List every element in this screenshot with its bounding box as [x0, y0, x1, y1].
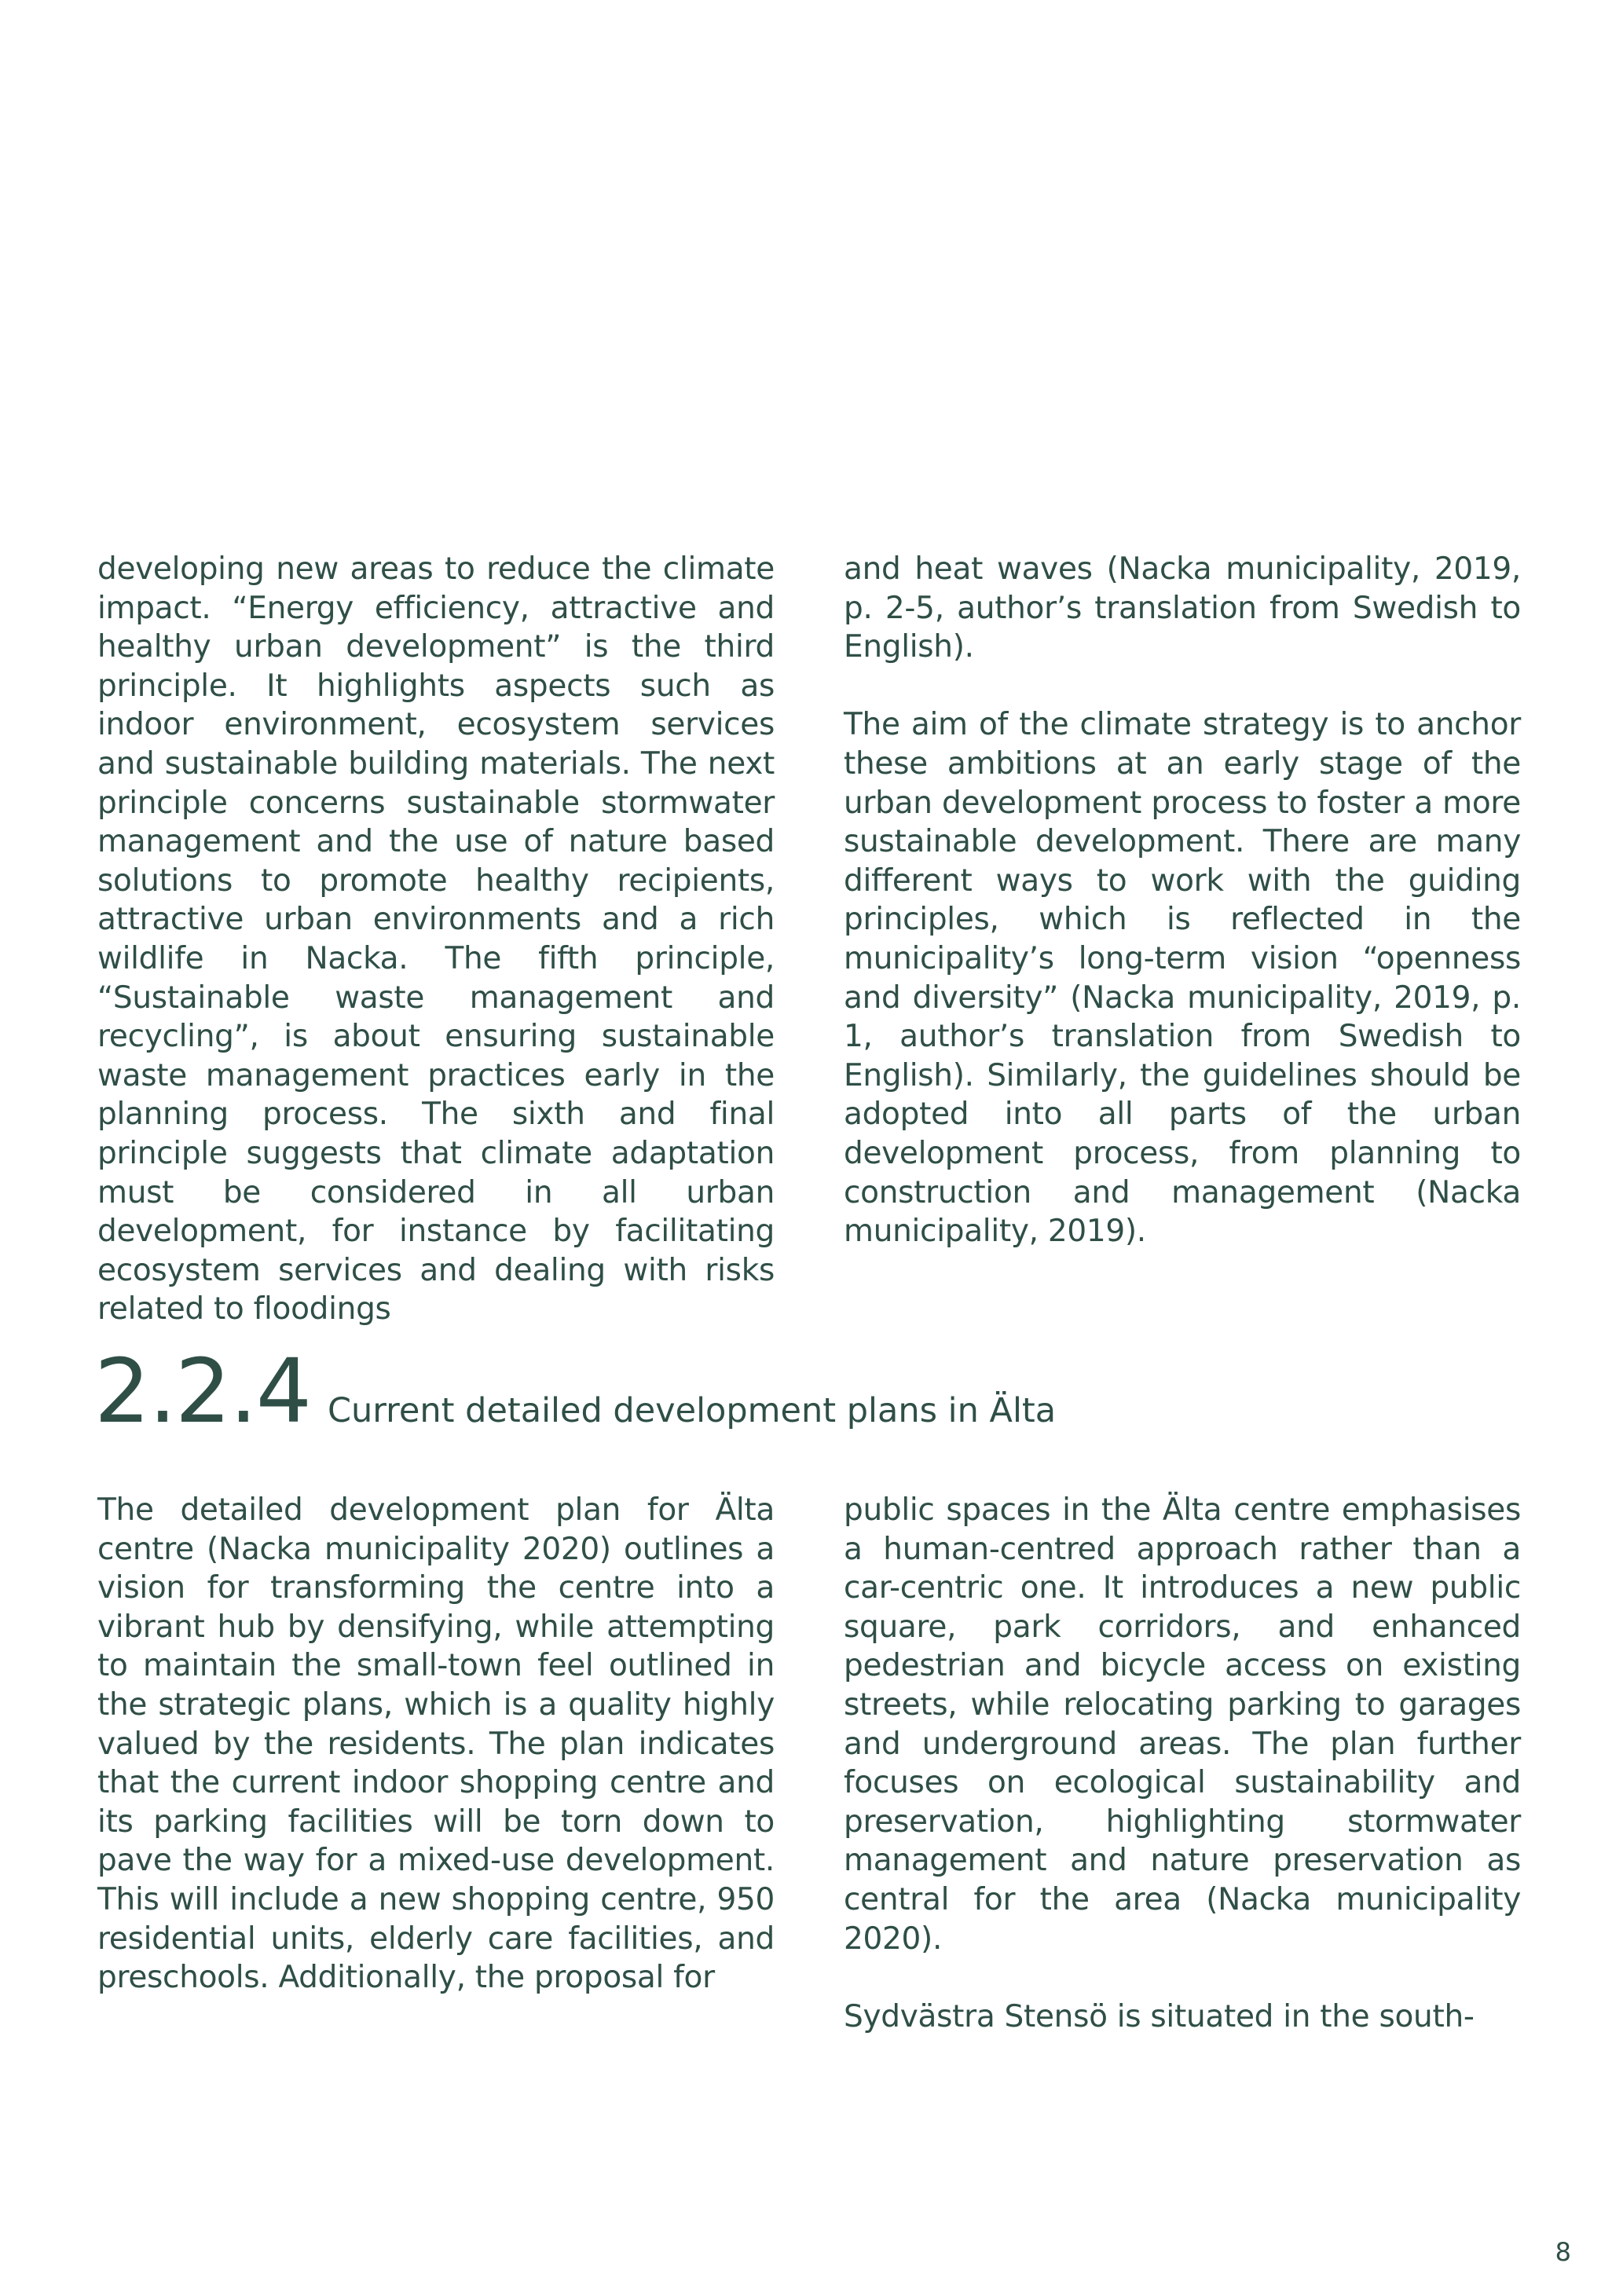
section-heading	[94, 1341, 1057, 1443]
section-number: 2.2.4	[94, 1341, 310, 1443]
paragraph: developing new areas to reduce the climate impact. “Energy efficiency, attractive and healthy urban development” is the third principle. It highlights aspects such as indoor environment, ecosystem services and sustainable building materials. The next principle concerns sustainable stormwater management and the use of nature based solutions to promote healthy recipients, attractive urban environments and a rich wildlife in Nacka. The fifth principle, “Sustainable waste management and recycling”, is about ensuring sustainable waste management practices early in the planning process. The sixth and final principle suggests that climate adaptation must be considered in all urban development, for instance by facilitating ecosystem services and dealing with risks related to floodings	[97, 551, 775, 1327]
paragraph: and heat waves (Nacka municipality, 2019, p. 2-5, author’s translation from Swedish to English).	[844, 551, 1521, 665]
paragraph: The aim of the climate strategy is to anchor these ambitions at an early stage of the urban development process to foster a more sustainable development. There are many different ways to work with the guiding principles, which is reflected in the municipality’s long-term vision “openness and diversity” (Nacka municipality, 2019, p. 1, author’s translation from Swedish to English). Similarly, the guidelines should be adopted into all parts of the urban development process, from planning to construction and management (Nacka municipality, 2019).	[844, 707, 1521, 1250]
page-number: 8	[1555, 2237, 1571, 2267]
section-title: Current detailed development plans in Älta	[327, 1391, 1057, 1430]
paragraph: public spaces in the Älta centre emphasises a human-centred approach rather than a car-centric one. It introduces a new public square, park corridors, and enhanced pedestrian and bicycle access on existing streets, while relocating parking to garages and underground areas. The plan further focuses on ecological sustainability and preservation, highlighting stormwater management and nature preservation as central for the area (Nacka municipality 2020).	[844, 1492, 1521, 1957]
paragraph: Sydvästra Stensö is situated in the south-	[844, 1998, 1475, 2034]
body-text-column-bottom-left	[97, 1491, 775, 1998]
body-text-column-bottom-right	[844, 1491, 1521, 2036]
body-text-column-top-left	[97, 550, 775, 1329]
paragraph: The detailed development plan for Älta centre (Nacka municipality 2020) outlines a vision for transforming the centre into a vibrant hub by densifying, while attempting to maintain the small-town feel outlined in the strategic plans, which is a quality highly valued by the residents. The plan indicates that the current indoor shopping centre and its parking facilities will be torn down to pave the way for a mixed-use development. This will include a new shopping centre, 950 residential units, elderly care facilities, and preschools. Additionally, the proposal for	[97, 1492, 775, 1996]
body-text-column-top-right	[844, 550, 1521, 1251]
